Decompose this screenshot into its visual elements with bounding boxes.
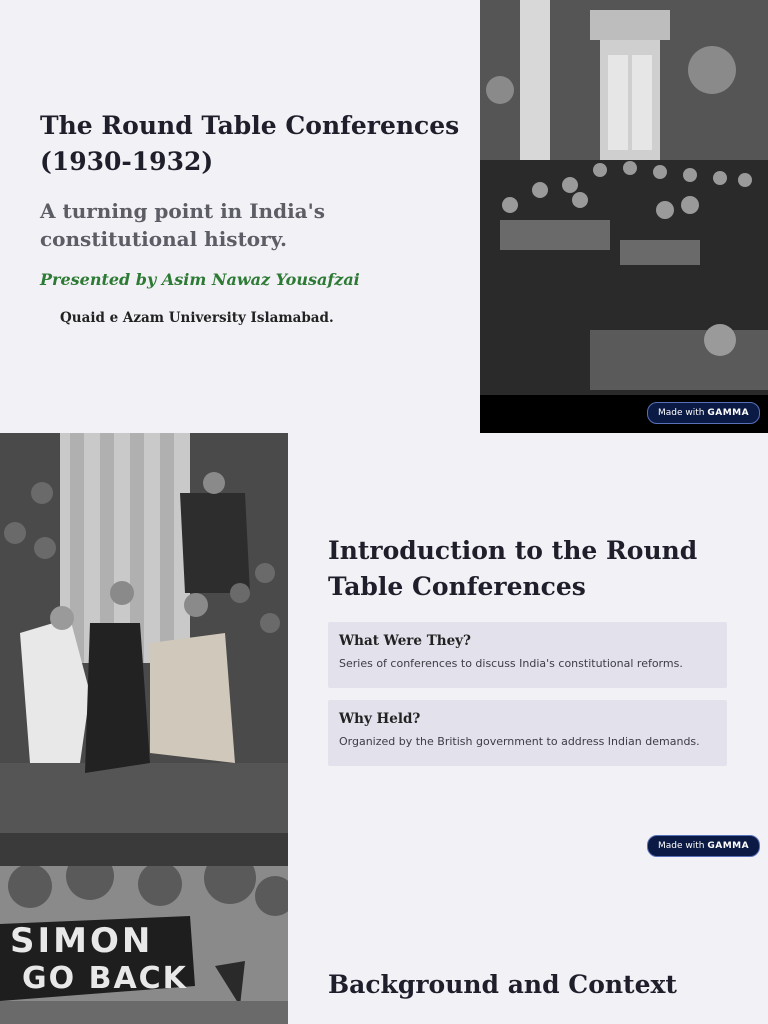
banner-text-line-2: GO BACK (22, 961, 188, 996)
title-line-2: Table Conferences (328, 572, 586, 601)
university-name: Quaid e Azam University Islamabad. (60, 310, 334, 326)
made-with-gamma-badge[interactable] (647, 402, 760, 424)
card-text: Organized by the British government to address Indian demands. (339, 735, 700, 748)
title-slide (0, 0, 768, 433)
title-line-2: (1930-1932) (40, 147, 214, 176)
gamma-logo: GAMMA (707, 408, 750, 418)
subtitle-line-1: A turning point in India's (40, 199, 326, 223)
slide-title (40, 108, 460, 180)
info-card-what (328, 622, 727, 688)
simon-go-back-protest-photo (0, 866, 288, 1024)
badge-prefix: Made with (658, 408, 705, 418)
card-heading: Why Held? (339, 711, 421, 727)
card-heading: What Were They? (339, 633, 471, 649)
introduction-slide (0, 433, 768, 866)
title-line-1: Introduction to the Round (328, 536, 698, 565)
slide-subtitle (40, 197, 460, 253)
background-slide (0, 866, 768, 1024)
title-line-1: The Round Table Conferences (40, 111, 460, 140)
info-card-why (328, 700, 727, 766)
presenter-credit: Presented by Asim Nawaz Yousafzai (40, 270, 360, 289)
badge-prefix: Made with (658, 841, 705, 851)
conference-photo (480, 0, 768, 433)
subtitle-line-2: constitutional history. (40, 227, 287, 251)
banner-text-line-1: SIMON (10, 921, 154, 961)
section-title: Background and Context (328, 970, 677, 999)
section-title (328, 533, 708, 605)
made-with-gamma-badge[interactable] (647, 835, 760, 857)
gamma-logo: GAMMA (707, 841, 750, 851)
card-text: Series of conferences to discuss India's constitutional reforms. (339, 657, 683, 670)
gandhi-crowd-photo (0, 433, 288, 866)
